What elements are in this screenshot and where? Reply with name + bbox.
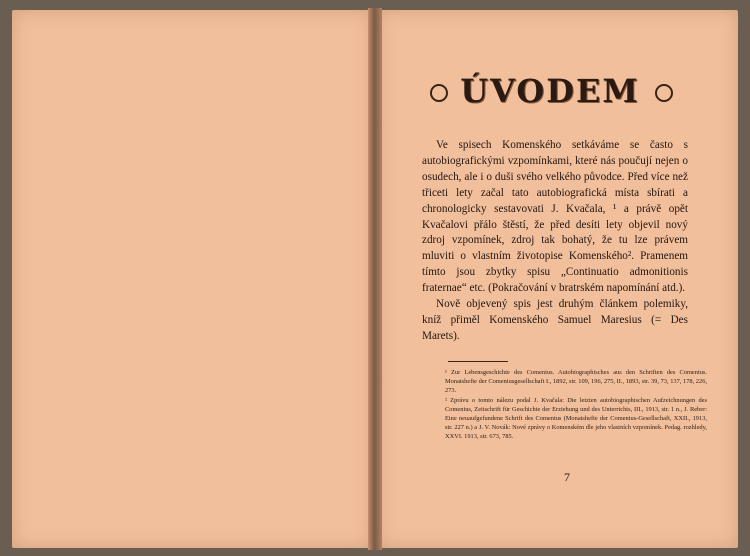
footnote-1: ¹ Zur Lebensgeschichte des Comenius. Autobiographisches aus den Schriften des Comenius. Monatshefte der Comeniusgesellschaft I., 1892, str. 109, 196, 275, II., 1893, str. 39, 73, 137, 178, 226, 273.	[445, 369, 707, 395]
footnote-2: ² Zprávu o tomto nálezu podal J. Kvačala: Die letzten autobiographischen Aufzeichnungen des Comenius, Zeitschrift für Geschichte der Erziehung und des Unterrichts, III., 1913, str. 1 n., J. Reber: Eine neuaufgefundene Schrift des Comenius (Monatshefte der Comenius-Gesellschaft, XXII., 1913, str. 227 n.) a J. V. Novák: Nové zprávy o Komenském dle jeho vlastních vzpomínek. Pedag. rozhledy, XXVI. 1913, str. 673, 785.	[445, 396, 707, 441]
book-gutter	[368, 8, 382, 550]
ornament-right-icon	[655, 84, 673, 102]
footnote-divider	[448, 361, 508, 362]
chapter-heading: ÚVODEM	[460, 72, 640, 110]
page-number: 7	[564, 470, 570, 484]
left-blank-page	[12, 10, 372, 548]
body-text	[422, 138, 688, 345]
paragraph-2: Nově objevený spis jest druhým článkem polemiky, kníž přiměl Komenského Samuel Maresius (= Des Marets).	[422, 298, 688, 342]
footnotes	[445, 368, 707, 442]
paragraph-1: Ve spisech Komenského setkáváme se často s autobiografickými vzpomínkami, které nás poučují nejen o osudech, ale i o duši svého velkého původce. Před více než třiceti lety začal tato autobiografická místa sbírati a chronologicky sestavovati J. Kvačala, ¹ a právě opět Kvačalovi přálo štěstí, že před desíti lety objevil nový zdroj vzpomínek, zdroj tak bohatý, že tu lze právem mluviti o vlastním životopise Komenského². Pramenem tímto jsou zbytky spisu „Continuatio admonitionis fraternae“ etc. (Pokračování v bratrském napomínání atd.).	[422, 139, 688, 295]
